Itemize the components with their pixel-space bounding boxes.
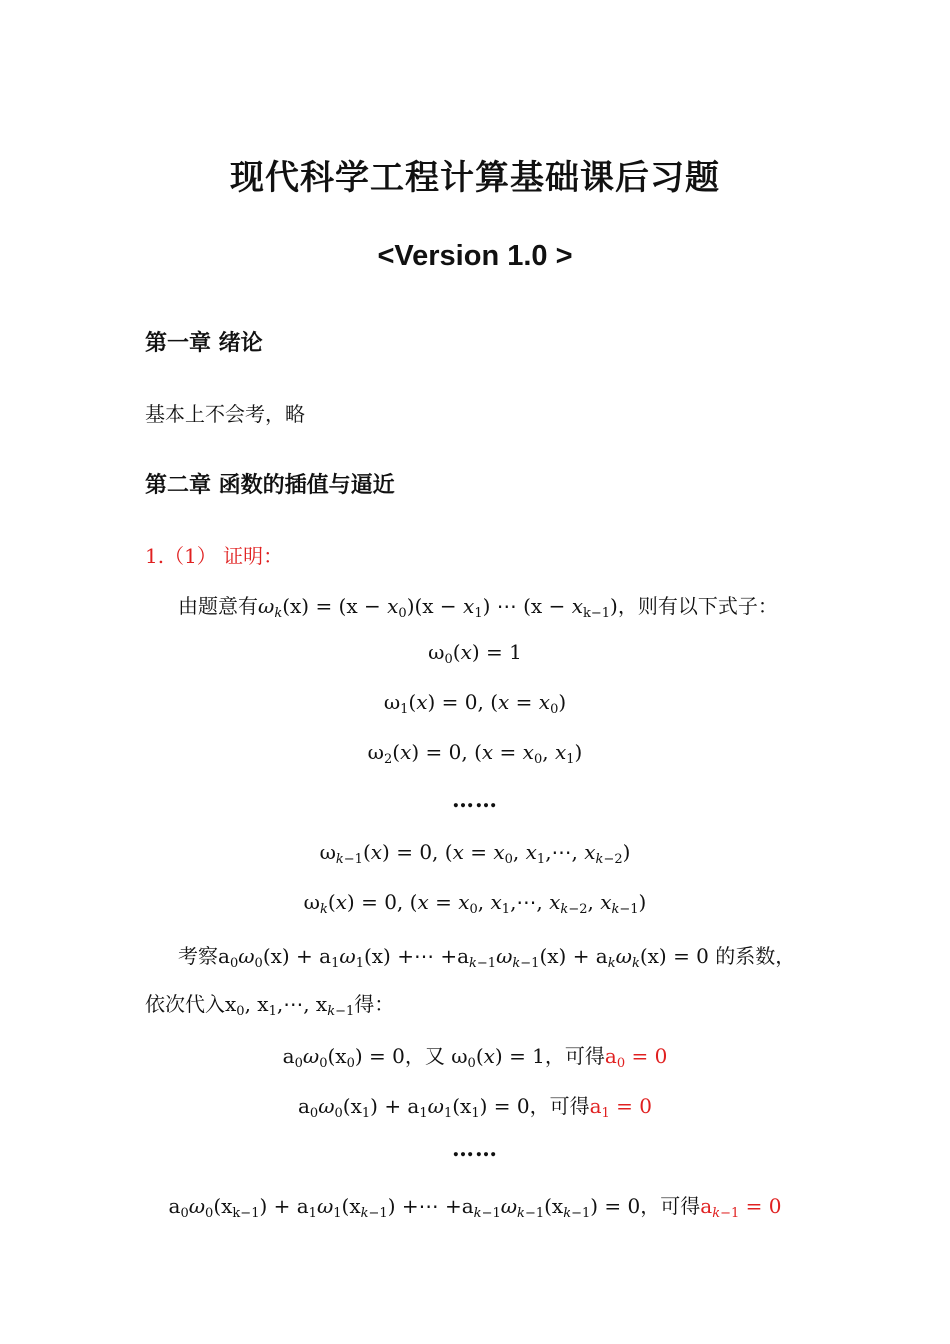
result-a-k-minus-1: $a_0\omega_0(x_{k-1}) + a_1\omega_1(x_{k-1})$ +⋯ $+a_{k-1}\omega_{k-1}(x_{k-1}) = 0$，可得$a_{k-1} = 0$ [168,1194,782,1221]
result-a1: $a_0\omega_0(x_1) + a_1\omega_1(x_1) = 0$，可得$a_1 = 0$ [297,1094,653,1121]
consider-formula: $a_0\omega_0(x) + a_1\omega_1(x)$ +⋯ $+a_{k-1}\omega_{k-1}(x) + a_k\omega_k(x) = 0$ [218,944,716,971]
result-ak-kede: ，可得 [640,1194,701,1218]
result-a1-kede: ，可得 [529,1094,590,1118]
result-a0-you: ，又 [404,1044,445,1068]
document-title: 现代科学工程计算基础课后习题 [230,158,720,198]
equation-omega-k: $\omega_k(x) = 0$, ($x = x_0$, $x_1,\cdots$, $x_{k-2}$, $x_{k-1}$) [303,890,647,917]
chapter-1-body: 基本上不会考，略 [145,402,305,426]
chapter-2-heading: 第二章 函数的插值与逼近 [145,473,395,498]
equation-omega1: $\omega_1(x) = 0$, $(x = x_0)$ [383,690,567,717]
intro-line [178,590,778,619]
consider-prefix: 考察 [178,944,218,968]
substitute-suffix: 得： [354,992,395,1016]
intro-suffix: ，则有以下式子： [617,594,778,618]
substitute-formula: $x_0$, $x_1,\cdots$, $x_{k-1}$ [225,992,355,1019]
substitute-line [145,988,394,1017]
result-a0: $a_0\omega_0(x_0) = 0$，又 $\omega_0(x) = 1$，可得$a_0 = 0$ [282,1044,668,1071]
chapter-1-heading: 第一章 绪论 [145,331,263,356]
intro-formula: $\omega_k(x) = (x - x_0)(x - x_1)$ ⋯ $(x - x_{k-1})$ [258,594,618,621]
equation-omega0: $\omega_0(x) = 1$ [428,640,522,667]
equation-omega-k-minus-1: $\omega_{k-1}(x) = 0$, ($x = x_0$, $x_1,\cdots$, $x_{k-2}$) [319,840,631,867]
consider-line [178,940,795,969]
problem-label: 1.（1） 证明： [145,544,284,568]
ellipsis-2: …… [452,1136,498,1162]
intro-prefix: 由题意有 [178,594,258,618]
version-label: <Version 1.0 > [377,240,573,272]
ellipsis-1: …… [452,787,498,813]
consider-suffix: 的系数， [715,944,796,968]
result-a0-kede: ，可得 [544,1044,605,1068]
substitute-prefix: 依次代入 [145,992,225,1016]
equation-omega2: $\omega_2(x) = 0$, ($x = x_0$, $x_1$) [367,740,583,767]
